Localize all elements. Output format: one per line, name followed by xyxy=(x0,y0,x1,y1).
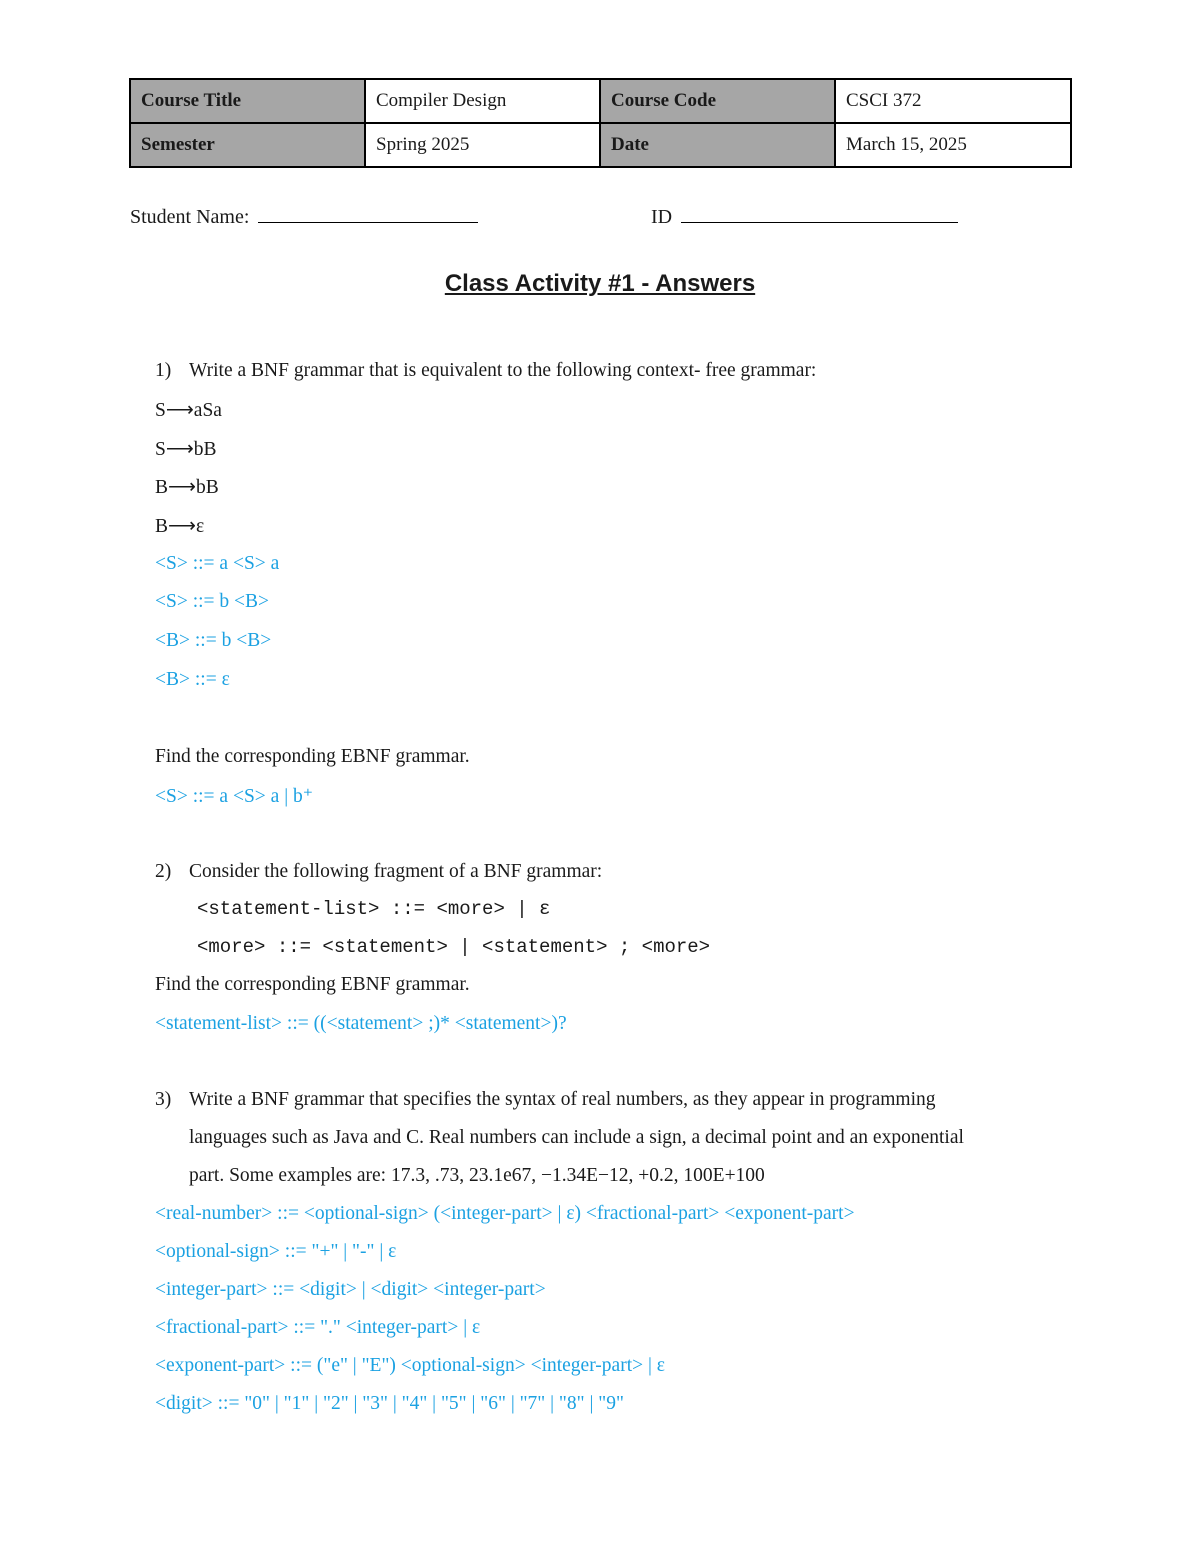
date-value: March 15, 2025 xyxy=(835,123,1071,167)
q3-answer-line: <exponent-part> ::= ("e" | "E") <optional-sign> <integer-part> | ε xyxy=(155,1355,665,1376)
q3-answer-line: <fractional-part> ::= "." <integer-part> | ε xyxy=(155,1317,481,1338)
q3-answer-line: <digit> ::= "0" | "1" | "2" | "3" | "4" | "5" | "6" | "7" | "8" | "9" xyxy=(155,1393,624,1414)
course-info-row xyxy=(130,79,1071,123)
q2-prompt xyxy=(155,861,602,883)
course-title-label: Course Title xyxy=(130,79,365,123)
q1-ebnf-answer: <S> ::= a <S> a | b⁺ xyxy=(155,786,314,807)
student-name-row xyxy=(130,202,478,229)
course-code-label: Course Code xyxy=(600,79,835,123)
q2-fragment-line: <statement-list> ::= <more> | ε xyxy=(197,898,551,920)
q2-answer: <statement-list> ::= ((<statement> ;)* <statement>)? xyxy=(155,1013,567,1034)
q1-answer-line: <S> ::= b <B> xyxy=(155,591,270,612)
page-title: Class Activity #1 - Answers xyxy=(444,270,756,297)
semester-label: Semester xyxy=(130,123,365,167)
q3-number: 3) xyxy=(155,1089,172,1110)
q2-fragment-line: <more> ::= <statement> | <statement> ; <more> xyxy=(197,936,711,958)
q2-prompt-text: Consider the following fragment of a BNF grammar: xyxy=(189,861,603,882)
q1-rule: S⟶bB xyxy=(155,439,217,460)
q1-answer-line: <B> ::= b <B> xyxy=(155,630,272,651)
q1-rule: B⟶bB xyxy=(155,477,219,498)
q1-rule: B⟶ε xyxy=(155,516,205,537)
student-name-label: Student Name: xyxy=(130,206,250,228)
q2-number: 2) xyxy=(155,861,172,882)
q1-answer-line: <S> ::= a <S> a xyxy=(155,553,280,574)
course-title-value: Compiler Design xyxy=(365,79,600,123)
date-label: Date xyxy=(600,123,835,167)
q3-prompt-line: Write a BNF grammar that specifies the syntax of real numbers, as they appear in programming xyxy=(189,1089,936,1110)
student-id-label: ID xyxy=(651,206,673,228)
student-id-blank[interactable] xyxy=(681,202,958,223)
q1-ebnf-prompt: Find the corresponding EBNF grammar. xyxy=(155,746,470,767)
q3-answer-line: <real-number> ::= <optional-sign> (<integer-part> | ε) <fractional-part> <exponent-part> xyxy=(155,1203,855,1224)
q2-ebnf-prompt: Find the corresponding EBNF grammar. xyxy=(155,974,470,995)
semester-value: Spring 2025 xyxy=(365,123,600,167)
course-info-row xyxy=(130,123,1071,167)
q1-rule: S⟶aSa xyxy=(155,400,222,421)
course-code-value: CSCI 372 xyxy=(835,79,1071,123)
q1-number: 1) xyxy=(155,360,172,381)
q1-prompt-text: Write a BNF grammar that is equivalent to the following context- free grammar: xyxy=(189,360,817,381)
q1-prompt xyxy=(155,360,816,382)
q3-prompt xyxy=(155,1089,935,1111)
q3-answer-line: <integer-part> ::= <digit> | <digit> <integer-part> xyxy=(155,1279,546,1300)
q1-answer-line: <B> ::= ε xyxy=(155,669,230,690)
q3-answer-line: <optional-sign> ::= "+" | "-" | ε xyxy=(155,1241,397,1262)
student-name-blank[interactable] xyxy=(258,202,478,223)
q3-prompt-line: part. Some examples are: 17.3, .73, 23.1e67, −1.34E−12, +0.2, 100E+100 xyxy=(189,1165,765,1186)
course-info-table xyxy=(129,78,1072,168)
q3-prompt-line: languages such as Java and C. Real numbers can include a sign, a decimal point and an exponential xyxy=(189,1127,964,1148)
student-id-row xyxy=(651,202,958,229)
